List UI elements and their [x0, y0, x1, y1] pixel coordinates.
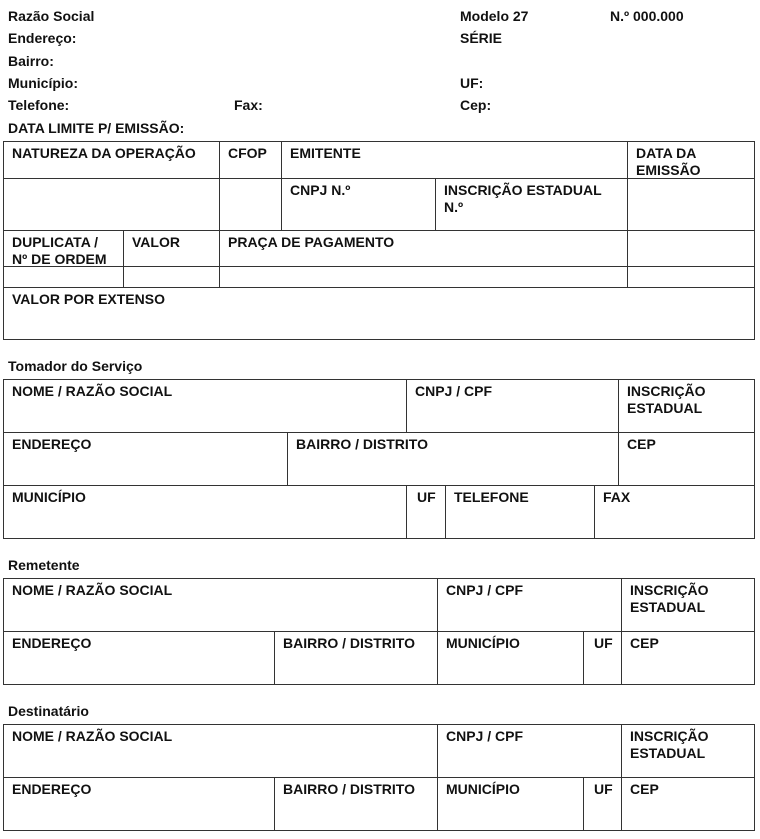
praca-extra-value[interactable]: [627, 266, 755, 288]
remetente-uf-field[interactable]: [583, 631, 622, 685]
remetente-cep-label: CEP: [630, 635, 659, 651]
tomador-telefone-field[interactable]: [445, 485, 595, 539]
remetente-cnpj-label: CNPJ / CPF: [446, 582, 524, 598]
remetente-bairro-field[interactable]: [274, 631, 438, 685]
valor-field[interactable]: [123, 230, 220, 267]
inscricao-estadual-field[interactable]: [435, 178, 628, 231]
praca-pagamento-label: PRAÇA DE PAGAMENTO: [228, 234, 395, 250]
duplicata-value[interactable]: [3, 266, 124, 288]
remetente-nome-field[interactable]: [3, 578, 438, 632]
natureza-operacao-field[interactable]: [3, 141, 220, 179]
tomador-bairro-field[interactable]: [287, 432, 619, 486]
remetente-nome-label: NOME / RAZÃO SOCIAL: [12, 582, 173, 598]
remetente-cnpj-field[interactable]: [437, 578, 622, 632]
remetente-title: Remetente: [8, 557, 80, 573]
natureza-operacao-label: NATUREZA DA OPERAÇÃO: [12, 145, 196, 161]
municipio-label: Município:: [8, 75, 78, 91]
inscricao-estadual-label: INSCRIÇÃO ESTADUAL N.º: [444, 182, 602, 215]
remetente-cep-field[interactable]: [621, 631, 755, 685]
destinatario-endereco-label: ENDEREÇO: [12, 781, 92, 797]
data-emissao-label: DATA DA EMISSÃO: [636, 145, 701, 178]
remetente-bairro-label: BAIRRO / DISTRITO: [283, 635, 415, 651]
destinatario-municipio-label: MUNICÍPIO: [446, 781, 520, 797]
data-emissao-value[interactable]: [627, 178, 755, 231]
natureza-operacao-value[interactable]: [3, 178, 220, 231]
razao-social-label: Razão Social: [8, 8, 95, 24]
valor-value[interactable]: [123, 266, 220, 288]
remetente-endereco-field[interactable]: [3, 631, 275, 685]
praca-pagamento-value[interactable]: [219, 266, 628, 288]
destinatario-cnpj-field[interactable]: [437, 724, 622, 778]
tomador-nome-field[interactable]: [3, 379, 407, 433]
bairro-label: Bairro:: [8, 53, 54, 69]
telefone-label: Telefone:: [8, 97, 70, 113]
destinatario-uf-label: UF: [594, 781, 613, 797]
tomador-cep-field[interactable]: [618, 432, 755, 486]
valor-label: VALOR: [132, 234, 180, 250]
tomador-endereco-field[interactable]: [3, 432, 288, 486]
tomador-cnpj-field[interactable]: [406, 379, 619, 433]
duplicata-field[interactable]: [3, 230, 124, 267]
destinatario-nome-field[interactable]: [3, 724, 438, 778]
tomador-uf-field[interactable]: [406, 485, 446, 539]
tomador-telefone-label: TELEFONE: [454, 489, 529, 505]
remetente-municipio-field[interactable]: [437, 631, 584, 685]
tomador-municipio-field[interactable]: [3, 485, 407, 539]
destinatario-cnpj-label: CNPJ / CPF: [446, 728, 524, 744]
tomador-cnpj-label: CNPJ / CPF: [415, 383, 493, 399]
destinatario-bairro-label: BAIRRO / DISTRITO: [283, 781, 415, 797]
fax-label: Fax:: [234, 97, 263, 113]
emitente-label: EMITENTE: [290, 145, 361, 161]
numero-label: N.º 000.000: [610, 8, 684, 24]
remetente-endereco-label: ENDEREÇO: [12, 635, 92, 651]
destinatario-bairro-field[interactable]: [274, 777, 438, 831]
uf-label: UF:: [460, 75, 484, 91]
cfop-value[interactable]: [219, 178, 282, 231]
duplicata-label: DUPLICATA / Nº DE ORDEM: [12, 234, 107, 267]
destinatario-endereco-field[interactable]: [3, 777, 275, 831]
destinatario-municipio-field[interactable]: [437, 777, 584, 831]
destinatario-nome-label: NOME / RAZÃO SOCIAL: [12, 728, 173, 744]
tomador-municipio-label: MUNICÍPIO: [12, 489, 86, 505]
cep-label: Cep:: [460, 97, 492, 113]
tomador-cep-label: CEP: [627, 436, 656, 452]
tomador-nome-label: NOME / RAZÃO SOCIAL: [12, 383, 173, 399]
destinatario-uf-field[interactable]: [583, 777, 622, 831]
cnpj-label: CNPJ N.º: [290, 182, 351, 198]
cnpj-field[interactable]: [281, 178, 436, 231]
valor-extenso-label: VALOR POR EXTENSO: [12, 291, 165, 307]
tomador-bairro-label: BAIRRO / DISTRITO: [296, 436, 428, 452]
destinatario-inscricao-field[interactable]: [621, 724, 755, 778]
praca-extra-field[interactable]: [627, 230, 755, 267]
tomador-inscricao-label: INSCRIÇÃO ESTADUAL: [627, 383, 706, 416]
remetente-municipio-label: MUNICÍPIO: [446, 635, 520, 651]
data-emissao-field[interactable]: [627, 141, 755, 179]
endereco-label: Endereço:: [8, 30, 77, 46]
cfop-label: CFOP: [228, 145, 267, 161]
remetente-inscricao-label: INSCRIÇÃO ESTADUAL: [630, 582, 709, 615]
tomador-fax-field[interactable]: [594, 485, 755, 539]
destinatario-cep-field[interactable]: [621, 777, 755, 831]
modelo-label: Modelo 27: [460, 8, 529, 24]
cfop-field[interactable]: [219, 141, 282, 179]
remetente-uf-label: UF: [594, 635, 613, 651]
emitente-field[interactable]: [281, 141, 628, 179]
tomador-inscricao-field[interactable]: [618, 379, 755, 433]
tomador-title: Tomador do Serviço: [8, 358, 143, 374]
tomador-uf-label: UF: [417, 489, 436, 505]
destinatario-title: Destinatário: [8, 703, 89, 719]
tomador-endereco-label: ENDEREÇO: [12, 436, 92, 452]
destinatario-inscricao-label: INSCRIÇÃO ESTADUAL: [630, 728, 709, 761]
valor-extenso-field[interactable]: [3, 287, 755, 340]
praca-pagamento-field[interactable]: [219, 230, 628, 267]
tomador-fax-label: FAX: [603, 489, 631, 505]
destinatario-cep-label: CEP: [630, 781, 659, 797]
serie-label: SÉRIE: [460, 30, 503, 46]
data-limite-label: DATA LIMITE P/ EMISSÃO:: [8, 120, 185, 136]
remetente-inscricao-field[interactable]: [621, 578, 755, 632]
